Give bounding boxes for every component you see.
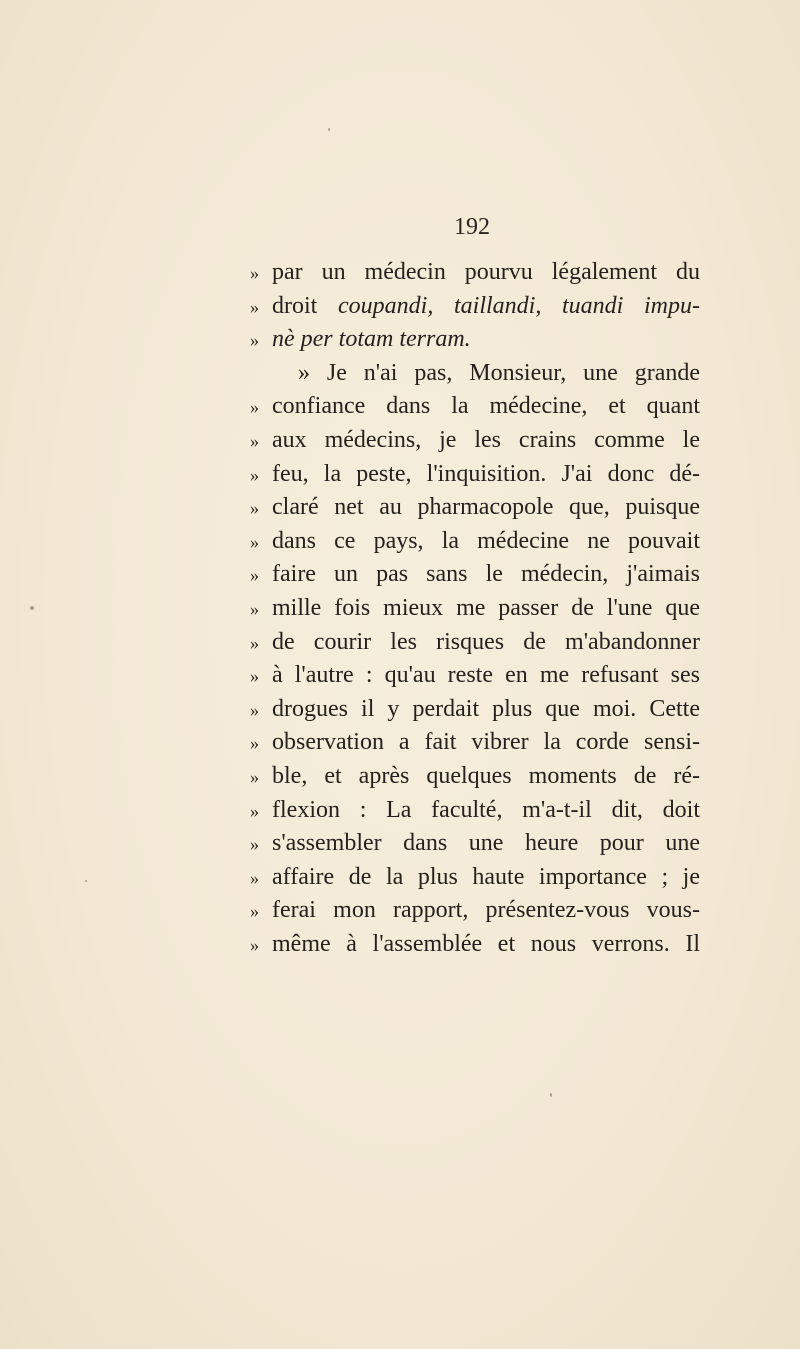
line-text <box>272 424 700 458</box>
text-line <box>250 323 700 357</box>
line-text <box>272 861 700 895</box>
line-text <box>272 693 700 727</box>
quote-mark: » <box>250 531 259 552</box>
text-line <box>250 357 700 391</box>
text-line <box>250 693 700 727</box>
paper-speck <box>30 606 34 610</box>
roman-text: observation a fait vibrer la corde sensi- <box>272 729 700 756</box>
text-line <box>250 726 700 760</box>
text-line <box>250 659 700 693</box>
italic-text: coupandi, taillandi, tuandi impu- <box>338 292 700 319</box>
line-text <box>272 357 700 391</box>
quote-mark: » <box>250 766 259 787</box>
line-text <box>272 827 700 861</box>
line-text <box>272 928 700 962</box>
quote-mark: » <box>250 498 259 519</box>
roman-text: droit <box>272 292 338 319</box>
paper-speck <box>550 1093 552 1097</box>
roman-text: confiance dans la médecine, et quant <box>272 393 700 420</box>
roman-text: affaire de la plus haute importance ; je <box>272 863 700 890</box>
line-text <box>272 525 700 559</box>
quote-mark: » <box>250 430 259 451</box>
quote-mark: » <box>250 934 259 955</box>
quote-mark: » <box>250 296 259 317</box>
text-line <box>250 794 700 828</box>
italic-text: nè per totam terram. <box>272 326 471 353</box>
roman-text: à l'autre : qu'au reste en me refusant ses <box>272 662 700 689</box>
text-line <box>250 626 700 660</box>
text-line <box>250 525 700 559</box>
roman-text: de courir les risques de m'abandonner <box>272 628 700 655</box>
quote-mark: » <box>250 699 259 720</box>
quote-mark: » <box>250 800 259 821</box>
roman-text: ferai mon rapport, présentez-vous vous- <box>272 897 700 924</box>
line-text <box>272 659 700 693</box>
roman-text: » Je n'ai pas, Monsieur, une grande <box>298 359 700 386</box>
roman-text: feu, la peste, l'inquisition. J'ai donc dé- <box>272 460 700 487</box>
line-text <box>272 726 700 760</box>
quote-mark: » <box>250 565 259 586</box>
quote-mark: » <box>250 666 259 687</box>
roman-text: par un médecin pourvu légalement du <box>272 259 700 285</box>
text-line <box>250 861 700 895</box>
text-line <box>250 390 700 424</box>
line-text <box>272 323 700 357</box>
roman-text: aux médecins, je les crains comme le <box>272 426 700 453</box>
text-line <box>250 928 700 962</box>
line-text <box>272 290 700 324</box>
quote-mark: » <box>250 834 259 855</box>
roman-text: drogues il y perdait plus que moi. Cette <box>272 695 700 722</box>
quote-mark: » <box>250 733 259 754</box>
text-line <box>250 558 700 592</box>
line-text <box>272 592 700 626</box>
roman-text: mille fois mieux me passer de l'une que <box>272 594 700 621</box>
text-line <box>250 827 700 861</box>
text-line <box>250 256 700 290</box>
body-text <box>250 256 700 961</box>
roman-text: claré net au pharmacopole que, puisque <box>272 494 700 521</box>
quote-mark: » <box>250 632 259 653</box>
line-text <box>272 794 700 828</box>
roman-text: ble, et après quelques moments de ré- <box>272 762 700 789</box>
quote-mark: » <box>250 330 259 351</box>
text-line <box>250 424 700 458</box>
line-text <box>272 390 700 424</box>
roman-text: même à l'assemblée et nous verrons. Il <box>272 930 700 957</box>
line-text <box>272 491 700 525</box>
quote-mark: » <box>250 397 259 418</box>
paper-speck <box>85 880 87 882</box>
line-text <box>272 256 700 290</box>
roman-text: s'assembler dans une heure pour une <box>272 830 700 857</box>
text-line <box>250 760 700 794</box>
line-text <box>272 458 700 492</box>
text-line <box>250 458 700 492</box>
line-text <box>272 558 700 592</box>
roman-text: dans ce pays, la médecine ne pouvait <box>272 527 700 554</box>
quote-mark: » <box>250 598 259 619</box>
quote-mark: » <box>250 901 259 922</box>
text-line <box>250 290 700 324</box>
text-line <box>250 491 700 525</box>
roman-text: flexion : La faculté, m'a-t-il dit, doit <box>272 796 700 823</box>
page-number: 192 <box>454 214 490 240</box>
text-line <box>250 592 700 626</box>
quote-mark: » <box>250 464 259 485</box>
roman-text: faire un pas sans le médecin, j'aimais <box>272 561 700 588</box>
paper-speck <box>328 128 330 131</box>
line-text <box>272 894 700 928</box>
quote-mark: » <box>250 263 259 283</box>
line-text <box>272 760 700 794</box>
line-text <box>272 626 700 660</box>
quote-mark: » <box>250 867 259 888</box>
text-line <box>250 894 700 928</box>
